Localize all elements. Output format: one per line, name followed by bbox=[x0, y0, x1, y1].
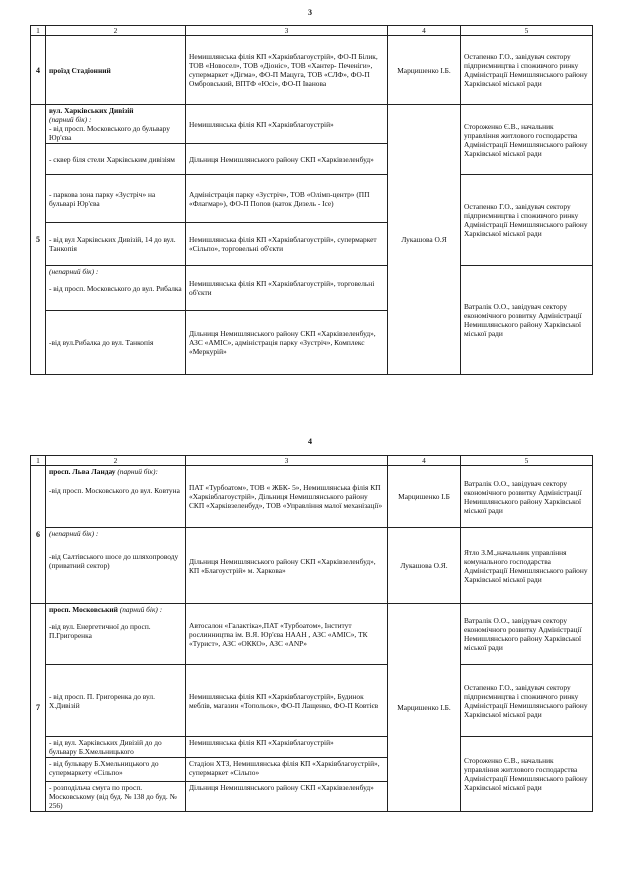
responsible-person: Марцишенко І.Б. bbox=[388, 604, 461, 812]
segment-label: - від бульвару Б.Хмельницького до супермаркету «Сільпо» bbox=[46, 758, 186, 782]
responsible-official: Ятло З.М.,начальник управління комунального господарства Адміністрації Немишлянського району Харківської міської ради bbox=[461, 528, 593, 604]
segment-label: -від просп. Московського до вул. Ковтуна bbox=[49, 486, 180, 495]
table-row bbox=[31, 36, 593, 105]
organizations-cell: Автосалон «Галактіка»,ПАТ «Турбоатом», Інститут рослинництва ім. В.Я. Юр'єва НААН , АЗС «АМІС», ТК «Турист», АЗС «ОККО», АЗС «ANP» bbox=[186, 604, 388, 665]
segment-label: - сквер біля стели Харківським дивізіям bbox=[46, 144, 186, 175]
table-row bbox=[31, 604, 593, 665]
segment-label: - від вул. Харківських Дивізій до до бульвару Б.Хмельницького bbox=[46, 737, 186, 758]
responsible-official: Остапенко Г.О., завідувач сектору підприємництва і споживчого ринку Адміністрації Немишлянського району Харківської міської ради bbox=[461, 175, 593, 266]
table-row bbox=[31, 466, 593, 528]
page-number: 3 bbox=[308, 8, 312, 17]
street-cell bbox=[46, 604, 186, 665]
street-name: вул. Харківських Дивізій bbox=[49, 106, 134, 115]
organizations-cell: Дільниця Немишлянського району СКП «Харківзеленбуд» bbox=[186, 144, 388, 175]
segment-label: -від Салтівського шосе до шляхопроводу (приватний сектор) bbox=[49, 552, 179, 570]
header-cell: 3 bbox=[186, 456, 388, 466]
street-cell bbox=[46, 466, 186, 528]
row-number: 4 bbox=[31, 36, 46, 105]
street-name: просп. Московський bbox=[49, 605, 118, 614]
responsible-official: Ватралік О.О., завідувач сектору економічного розвитку Адміністрації Немишлянського району Харківської міської ради bbox=[461, 266, 593, 375]
row-number: 7 bbox=[31, 604, 46, 812]
segment-label: -від вул. Енергетичної до просп. П.Григоренка bbox=[49, 622, 151, 640]
organizations-cell: Немишлянська філія КП «Харківблагоустрій», торговельні об'єкти bbox=[186, 266, 388, 311]
segment-label: - розподільча смуга по просп. Московському (від буд. № 138 до буд. № 256) bbox=[46, 782, 186, 812]
street-cell bbox=[46, 105, 186, 144]
table-row bbox=[31, 175, 593, 223]
responsible-official: Остапенко Г.О., завідувач сектору підприємництва і споживчого ринку Адміністрації Немишлянського району Харківської міської ради bbox=[461, 36, 593, 105]
street-cell: проїзд Стадіонний bbox=[46, 36, 186, 105]
organizations-cell: Немишлянська філія КП «Харківблагоустрій», Будинок меблів, магазин «Топольок», ФО-П Лащенко, ФО-П Ковтієв bbox=[186, 665, 388, 737]
table-row bbox=[31, 105, 593, 144]
side-label: (парний бік): bbox=[117, 467, 158, 476]
organizations-cell: Немишлянська філія КП «Харківблагоустрій» bbox=[186, 737, 388, 758]
table-header-row bbox=[31, 456, 593, 466]
organizations-cell: Немишлянська філія КП «Харківблагоустрій», ФО-П Білик, ТОВ «Новосел», ТОВ «Діоніс», ТОВ «Хантер- Печеніги», супермаркет «Дігма», ФО-П Мацуга, ТОВ «СЛФ», ФО-П Омбровський, ВПТФ «Юсі», ФО-П Іванова bbox=[186, 36, 388, 105]
table-row bbox=[31, 665, 593, 737]
segment-cell bbox=[46, 266, 186, 311]
header-cell: 2 bbox=[46, 26, 186, 36]
organizations-cell: Немишлянська філія КП «Харківблагоустрій» bbox=[186, 105, 388, 144]
page-number: 4 bbox=[308, 437, 312, 446]
header-cell: 4 bbox=[388, 456, 461, 466]
side-label: (непарний бік) : bbox=[49, 267, 99, 276]
organizations-cell: Дільниця Немишлянського району СКП «Харківзеленбуд», КП «Благоустрій» м. Харкова» bbox=[186, 528, 388, 604]
responsible-person: Лукашова О.Я bbox=[388, 105, 461, 375]
header-cell: 5 bbox=[461, 26, 593, 36]
table-header-row bbox=[31, 26, 593, 36]
responsible-person: Марцишенко І.Б. bbox=[388, 36, 461, 105]
segment-cell bbox=[46, 528, 186, 604]
table-row bbox=[31, 737, 593, 758]
segment-label: - від вул Харківських Дивізій, 14 до вул. Танкопія bbox=[46, 223, 186, 266]
header-cell: 1 bbox=[31, 456, 46, 466]
segment-label: - від просп. Московського до вул. Рибалка bbox=[49, 284, 182, 293]
side-label: (непарний бік) : bbox=[49, 529, 99, 538]
responsible-official: Стороженко Є.В., начальник управління житлового господарства Адміністрації Немишлянського району Харківської міської ради bbox=[461, 105, 593, 175]
street-name: просп. Льва Ландау bbox=[49, 467, 116, 476]
side-label: (парний бік) : bbox=[119, 605, 163, 614]
responsible-official: Стороженко Є.В., начальник управління житлового господарства Адміністрації Немишлянського району Харківської міської ради bbox=[461, 737, 593, 812]
organizations-cell: ПАТ «Турбоатом», ТОВ « ЖБК- 5», Немишлянська філія КП «Харківблагоустрій», Дільниця Немишлянського району СКП «Харківзеленбуд», ТОВ «Управління малої механізації» bbox=[186, 466, 388, 528]
table-row bbox=[31, 528, 593, 604]
organizations-cell: Немишлянська філія КП «Харківблагоустрій», супермаркет «Сільпо», торговельні об'єкти bbox=[186, 223, 388, 266]
header-cell: 2 bbox=[46, 456, 186, 466]
segment-label: -від вул.Рибалка до вул. Танкопія bbox=[46, 311, 186, 375]
organizations-cell: Дільниця Немишлянського району СКП «Харківзеленбуд», АЗС «АМІС», адміністрація парку «Зустріч», Комплекс «Меркурій» bbox=[186, 311, 388, 375]
header-cell: 5 bbox=[461, 456, 593, 466]
row-number: 5 bbox=[31, 105, 46, 375]
segment-label: - паркова зона парку «Зустріч» на бульварі Юр'єва bbox=[46, 175, 186, 223]
header-cell: 4 bbox=[388, 26, 461, 36]
organizations-cell: Адміністрація парку «Зустріч», ТОВ «Олімп-центр» (ПП «Флагмар»), ФО-П Попов (каток Дизель - Ice) bbox=[186, 175, 388, 223]
organizations-cell: Стадіон ХТЗ, Немишлянська філія КП «Харківблагоустрій», супермаркет «Сільпо» bbox=[186, 758, 388, 782]
responsible-official: Ватралік О.О., завідувач сектору економічного розвитку Адміністрації Немишлянського району Харківської міської ради bbox=[461, 466, 593, 528]
responsible-official: Ватралік О.О., завідувач сектору економічного розвитку Адміністрації Немишлянського району Харківської міської ради bbox=[461, 604, 593, 665]
table-page-4 bbox=[30, 455, 593, 812]
responsible-official: Остапенко Г.О., завідувач сектору підприємництва і споживчого ринку Адміністрації Немишлянського району Харківської міської ради bbox=[461, 665, 593, 737]
table-row bbox=[31, 266, 593, 311]
segment-label: - від просп. П. Григоренка до вул. Х.Дивізій bbox=[46, 665, 186, 737]
responsible-person: Марцишенко І.Б bbox=[388, 466, 461, 528]
row-number: 6 bbox=[31, 466, 46, 604]
header-cell: 1 bbox=[31, 26, 46, 36]
side-label: (парний бік) : bbox=[49, 115, 92, 124]
responsible-person: Лукашова О.Я. bbox=[388, 528, 461, 604]
header-cell: 3 bbox=[186, 26, 388, 36]
segment-label: - від просп. Московського до бульвару Юр'єва bbox=[49, 124, 170, 142]
table-page-3 bbox=[30, 25, 593, 375]
organizations-cell: Дільниця Немишлянського району СКП «Харківзеленбуд» bbox=[186, 782, 388, 812]
